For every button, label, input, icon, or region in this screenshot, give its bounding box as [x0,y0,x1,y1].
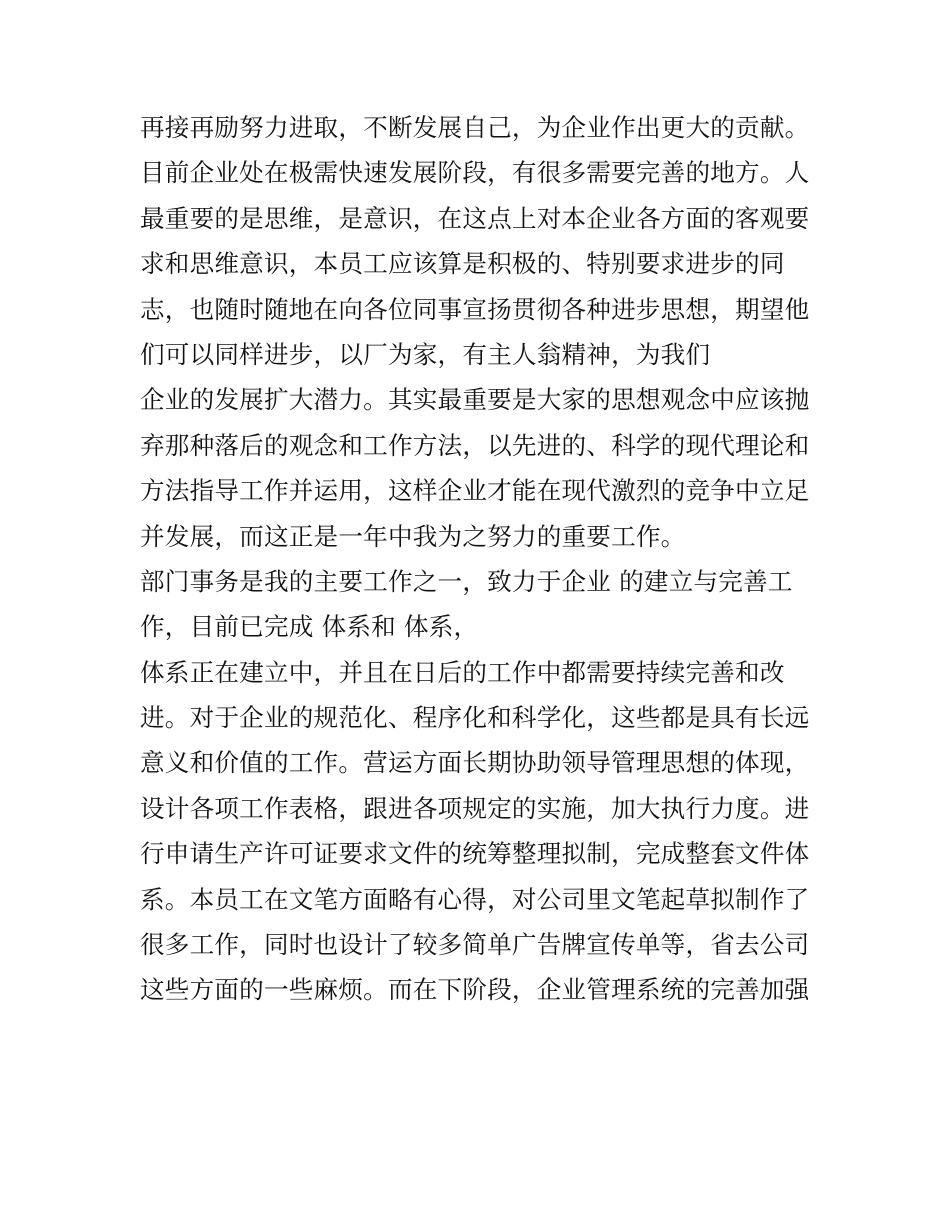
text-line-7: 企业的发展扩大潜力。其实最重要是大家的思想观念中应该抛 [140,385,810,415]
text-line-9: 方法指导工作并运用，这样企业才能在现代激烈的竞争中立足 [140,476,810,506]
text-line-4: 求和思维意识，本员工应该算是积极的、特别要求进步的同 [140,249,785,279]
text-line-11: 部门事务是我的主要工作之一，致力于企业 的建立与完善工 [140,566,793,596]
text-line-6: 们可以同样进步，以厂为家，有主人翁精神，为我们 [140,339,711,369]
text-line-19: 很多工作，同时也设计了较多简单广告牌宣传单等，省去公司 [140,930,810,960]
text-line-5: 志，也随时随地在向各位同事宣扬贯彻各种进步思想，期望他 [140,294,810,324]
text-line-13: 体系正在建立中，并且在日后的工作中都需要持续完善和改 [140,657,785,687]
text-line-8: 弃那种落后的观念和工作方法，以先进的、科学的现代理论和 [140,430,810,460]
text-line-14: 进。对于企业的规范化、程序化和科学化，这些都是具有长远 [140,703,810,733]
text-line-16: 设计各项工作表格，跟进各项规定的实施，加大执行力度。进 [140,793,810,823]
text-line-1: 再接再励努力进取，不断发展自己，为企业作出更大的贡献。 [140,113,810,142]
text-line-20: 这些方面的一些麻烦。而在下阶段，企业管理系统的完善加强 [140,975,810,1005]
text-line-10: 并发展，而这正是一年中我为之努力的重要工作。 [140,521,686,551]
text-line-18: 系。本员工在文笔方面略有心得，对公司里文笔起草拟制作了 [140,884,810,914]
text-line-3: 最重要的是思维，是意识，在这点上对本企业各方面的客观要 [140,203,810,233]
text-line-12: 作，目前已完成 体系和 体系， [140,612,479,642]
text-line-15: 意义和价值的工作。营运方面长期协助领导管理思想的体现， [140,748,810,778]
document-body-text [140,105,830,1013]
text-line-17: 行申请生产许可证要求文件的统筹整理拟制，完成整套文件体 [140,839,810,869]
text-line-2: 目前企业处在极需快速发展阶段，有很多需要完善的地方。人 [140,158,810,188]
